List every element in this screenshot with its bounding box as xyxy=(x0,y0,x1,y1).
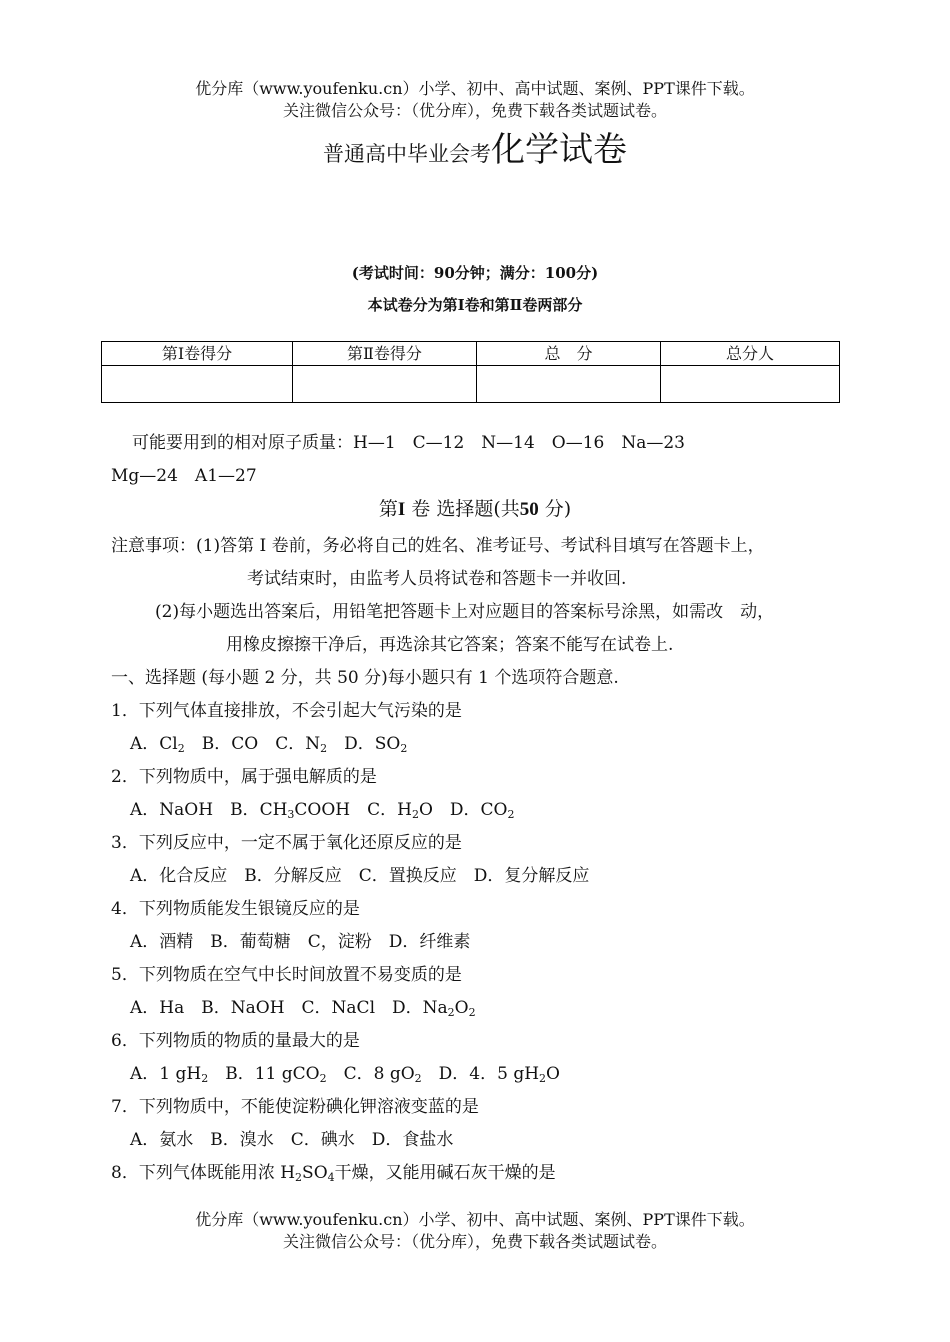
note-1b: 考试结束时，由监考人员将试卷和答题卡一并收回. xyxy=(247,569,627,589)
exam-info: (考试时间：90分钟；满分：100分) xyxy=(351,264,599,282)
question-1-options: A．$Cl_2$ B．CO C．$N_2$ D．$SO_2$ xyxy=(130,734,408,755)
atomic-masses-line-2: Mg—24 A1—27 xyxy=(111,466,257,486)
title-prefix: 普通高中毕业会考 xyxy=(323,142,491,166)
score-header-4: 总分人 xyxy=(661,342,840,366)
score-header-3: 总 分 xyxy=(477,342,661,366)
question-2-options: A．NaOH B．$CH_3COOH$ C．$H_2O$ D．$CO_2$ xyxy=(130,800,515,821)
page-title xyxy=(0,122,950,171)
question-7-options: A．氨水 B．溴水 C．碘水 D．食盐水 xyxy=(130,1130,454,1150)
question-8: 8．下列气体既能用浓 $H_2SO_4$干燥，又能用碱石灰干燥的是 xyxy=(111,1163,556,1184)
score-table xyxy=(101,341,840,403)
atomic-masses-line-1: 可能要用到的相对原子质量：H—1 C—12 N—14 O—16 Na—23 xyxy=(132,433,685,453)
question-2: 2．下列物质中，属于强电解质的是 xyxy=(111,767,377,787)
question-1: 1．下列气体直接排放，不会引起大气污染的是 xyxy=(111,701,462,721)
question-3-options: A．化合反应 B．分解反应 C．置换反应 D．复分解反应 xyxy=(130,866,590,886)
section-title: 第I 卷 选择题(共50 分) xyxy=(378,498,572,520)
score-header-2: 第Ⅱ卷得分 xyxy=(293,342,477,366)
question-5-options: A．Ha B．NaOH C．NaCl D．$Na_2O_2$ xyxy=(130,998,476,1019)
footer-line-2: 关注微信公众号：（优分库），免费下载各类试题试卷。 xyxy=(282,1232,667,1251)
title-main: 化学试卷 xyxy=(491,130,627,170)
part-one-heading: 一、选择题 (每小题 2 分，共 50 分)每小题只有 1 个选项符合题意. xyxy=(111,668,619,688)
question-3: 3．下列反应中，一定不属于氧化还原反应的是 xyxy=(111,833,462,853)
question-4-options: A．酒精 B．葡萄糖 C，淀粉 D．纤维素 xyxy=(130,932,471,952)
score-cell-1[interactable] xyxy=(102,366,293,403)
question-4: 4．下列物质能发生银镜反应的是 xyxy=(111,899,360,919)
score-cell-3[interactable] xyxy=(477,366,661,403)
score-cell-4[interactable] xyxy=(661,366,840,403)
parts-note: 本试卷分为第Ⅰ卷和第Ⅱ卷两部分 xyxy=(367,296,583,314)
note-2b: 用橡皮擦擦干净后，再选涂其它答案；答案不能写在试卷上. xyxy=(226,635,674,655)
footer-line-1: 优分库（www.youfenku.cn）小学、初中、高中试题、案例、PPT课件下载。 xyxy=(195,1210,755,1229)
question-6-options: A．1 $gH_2$ B．11 gCO$_2$ C．8 $gO_2$ D．4．5 $gH_2O$ xyxy=(130,1064,560,1085)
question-5: 5．下列物质在空气中长时间放置不易变质的是 xyxy=(111,965,462,985)
question-7: 7．下列物质中，不能使淀粉碘化钾溶液变蓝的是 xyxy=(111,1097,479,1117)
note-2a: (2)每小题选出答案后，用铅笔把答题卡上对应题目的答案标号涂黑，如需改 动， xyxy=(155,602,775,622)
header-line-1: 优分库（www.youfenku.cn）小学、初中、高中试题、案例、PPT课件下载。 xyxy=(195,79,755,98)
note-1a: 注意事项：(1)答第 I 卷前，务必将自己的姓名、准考证号、考试科目填写在答题卡上， xyxy=(111,536,765,556)
question-6: 6．下列物质的物质的量最大的是 xyxy=(111,1031,360,1051)
header-line-2: 关注微信公众号：（优分库），免费下载各类试题试卷。 xyxy=(282,101,667,120)
score-cell-2[interactable] xyxy=(293,366,477,403)
score-header-1: 第Ⅰ卷得分 xyxy=(102,342,293,366)
